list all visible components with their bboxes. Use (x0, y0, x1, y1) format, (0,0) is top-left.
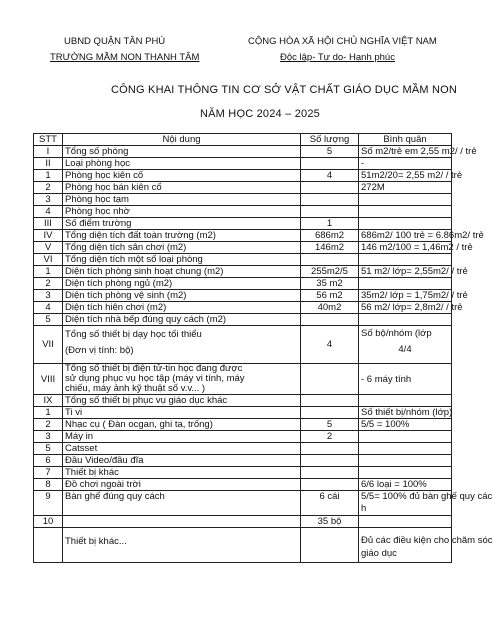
content-line: (Đơn vị tính: bộ) (65, 345, 134, 356)
stt-cell: V (34, 242, 63, 254)
table-row (34, 491, 452, 516)
quantity-cell: 1 (301, 218, 359, 230)
stt-cell: 5 (34, 443, 63, 455)
average-cell: 146 m2/100 = 1,46m2 / trẻ (359, 242, 452, 254)
content-cell: Diện tích phòng vệ sinh (m2) (63, 290, 301, 302)
quantity-cell (301, 455, 359, 467)
stt-cell: VI (34, 254, 63, 266)
average-cell: Số thiết bị/nhóm (lớp) (359, 407, 452, 419)
table-header-row (34, 134, 452, 146)
table-row (34, 431, 452, 443)
average-cell (359, 528, 492, 563)
average-line: h (361, 503, 367, 514)
average-cell (359, 431, 452, 443)
table-row (34, 407, 452, 419)
stt-cell (34, 528, 63, 563)
content-cell: Phòng học nhờ (63, 206, 301, 218)
table-row (34, 528, 452, 563)
table-row (34, 242, 452, 254)
table-row (34, 516, 452, 528)
table-row (34, 218, 452, 230)
content-cell: Phòng học bán kiên cố (63, 182, 301, 194)
content-cell: Đồ chơi ngoài trời (63, 479, 301, 491)
content-cell: Thiết bị khác (63, 467, 301, 479)
average-cell (359, 455, 452, 467)
content-line: Tổng số thiết bị điện tử-tin học đang được (65, 363, 243, 374)
quantity-cell: 56 m2 (301, 290, 359, 302)
average-cell: 56 m2/ lớp= 2,8m2/ / trẻ (359, 302, 452, 314)
table-row (34, 254, 452, 266)
table-row (34, 146, 452, 158)
quantity-cell: 6 cái (301, 491, 359, 516)
content-cell: Đầu Video/đầu đĩa (63, 455, 301, 467)
table-row (34, 364, 452, 395)
content-cell: Loại phòng học (63, 158, 301, 170)
stt-cell: 2 (34, 182, 63, 194)
quantity-cell: 686m2 (301, 230, 359, 242)
average-cell (359, 254, 452, 266)
school-name: TRƯỜNG MẦM NON THANH TÂM (50, 52, 200, 63)
average-line: Số bộ/nhóm (lớp (361, 328, 432, 339)
content-cell: Catsset (63, 443, 301, 455)
table-row (34, 158, 452, 170)
content-cell (63, 364, 301, 395)
stt-cell: IX (34, 395, 63, 407)
table-row (34, 182, 452, 194)
average-cell (359, 314, 452, 326)
quantity-cell: 255m2/5 (301, 266, 359, 278)
average-cell: 6/6 loại = 100% (359, 479, 452, 491)
stt-cell: 1 (34, 407, 63, 419)
table-row (34, 314, 452, 326)
content-cell: Diện tích hiên chơi (m2) (63, 302, 301, 314)
content-cell: Ti vi (63, 407, 301, 419)
quantity-cell: 5 (301, 419, 359, 431)
table-row (34, 266, 452, 278)
table-row (34, 455, 452, 467)
content-cell: Bàn ghế đúng quy cách (63, 491, 301, 516)
quantity-cell (301, 364, 359, 395)
content-cell: Máy in (63, 431, 301, 443)
content-cell: Diện tích phòng ngủ (m2) (63, 278, 301, 290)
stt-cell: 5 (34, 314, 63, 326)
stt-cell: 4 (34, 206, 63, 218)
average-cell: Số m2/trẻ em 2,55 m2/ / trẻ (359, 146, 452, 158)
average-cell (359, 491, 492, 516)
stt-cell: 2 (34, 278, 63, 290)
average-cell (359, 278, 452, 290)
table-row (34, 395, 452, 407)
table-row (34, 479, 452, 491)
table-row (34, 302, 452, 314)
quantity-cell (301, 194, 359, 206)
average-cell: 51 m2/ lớp= 2,55m2/ / trẻ (359, 266, 452, 278)
stt-cell: VIII (34, 364, 63, 395)
quantity-cell (301, 182, 359, 194)
quantity-cell: 5 (301, 146, 359, 158)
quantity-cell (301, 479, 359, 491)
content-cell: Số điểm trường (63, 218, 301, 230)
average-line: giáo dục (361, 548, 397, 559)
quantity-cell: 4 (301, 326, 359, 364)
stt-cell: 3 (34, 290, 63, 302)
content-cell: Tổng diện tích sân chơi (m2) (63, 242, 301, 254)
content-line: chiếu, máy ảnh kỹ thuật số v.v... ) (65, 383, 206, 394)
average-cell: 272M (359, 182, 452, 194)
average-cell (359, 516, 452, 528)
quantity-cell (301, 314, 359, 326)
average-cell (359, 218, 452, 230)
table-row (34, 194, 452, 206)
quantity-cell (301, 158, 359, 170)
content-cell (63, 516, 301, 528)
stt-cell: 6 (34, 455, 63, 467)
average-cell (359, 443, 452, 455)
content-cell: Tổng số thiết bị phục vụ giáo dục khác (63, 395, 301, 407)
stt-cell: 3 (34, 194, 63, 206)
stt-cell: 4 (34, 302, 63, 314)
stt-cell: I (34, 146, 63, 158)
table-row (34, 467, 452, 479)
column-header-average: Bình quân (359, 134, 452, 146)
content-cell: Tổng diện tích một số loại phòng (63, 254, 301, 266)
quantity-cell: 4 (301, 170, 359, 182)
quantity-cell: 146m2 (301, 242, 359, 254)
average-line: Đủ các điều kiện cho chăm sóc (361, 535, 492, 546)
quantity-cell: 40m2 (301, 302, 359, 314)
content-cell: Thiết bị khác... (63, 528, 301, 563)
average-cell (359, 326, 452, 364)
stt-cell: II (34, 158, 63, 170)
content-cell: Diện tích phòng sinh hoạt chung (m2) (63, 266, 301, 278)
average-cell (359, 467, 452, 479)
table-row (34, 326, 452, 364)
average-cell: - (359, 158, 452, 170)
quantity-cell (301, 254, 359, 266)
quantity-cell: 2 (301, 431, 359, 443)
country-name: CỘNG HÒA XÃ HỘI CHỦ NGHĨA VIỆT NAM (248, 36, 437, 47)
average-line: 5/5= 100% đủ bàn ghế quy các (361, 491, 492, 502)
table-row (34, 170, 452, 182)
district-name: UBND QUẬN TÂN PHÚ (64, 36, 166, 47)
content-cell: Tổng số phòng (63, 146, 301, 158)
motto: Độc lập- Tự do- Hạnh phúc (280, 52, 395, 63)
content-cell: Nhạc cụ ( Đàn ocgan, ghi ta, trống) (63, 419, 301, 431)
average-line: 4/4 (398, 344, 412, 355)
content-cell (63, 326, 301, 364)
content-cell: Phòng học tạm (63, 194, 301, 206)
column-header-content: Nội dung (63, 134, 301, 146)
document-subtitle: NĂM HỌC 2024 – 2025 (200, 108, 320, 120)
quantity-cell (301, 443, 359, 455)
average-cell: 35m2/ lớp = 1,75m2/ / trẻ (359, 290, 452, 302)
stt-cell: III (34, 218, 63, 230)
table-row (34, 443, 452, 455)
table-row (34, 206, 452, 218)
content-line: Tổng số thiết bị dạy học tối thiểu (65, 329, 202, 340)
average-cell: - 6 máy tính (359, 364, 452, 395)
quantity-cell (301, 407, 359, 419)
average-cell (359, 206, 452, 218)
stt-cell: 3 (34, 431, 63, 443)
stt-cell: 2 (34, 419, 63, 431)
stt-cell: IV (34, 230, 63, 242)
facility-table (33, 133, 492, 563)
document-title: CÔNG KHAI THÔNG TIN CƠ SỞ VẬT CHẤT GIÁO DỤC MẦM NON (111, 84, 458, 96)
stt-cell: 7 (34, 467, 63, 479)
quantity-cell (301, 206, 359, 218)
table-row (34, 419, 452, 431)
content-cell: Tổng diện tích đất toàn trường (m2) (63, 230, 301, 242)
stt-cell: 1 (34, 266, 63, 278)
average-cell (359, 395, 452, 407)
table-row (34, 290, 452, 302)
quantity-cell: 35 bộ (301, 516, 359, 528)
stt-cell: 9 (34, 491, 63, 516)
column-header-quantity: Số lượng (301, 134, 359, 146)
quantity-cell (301, 467, 359, 479)
quantity-cell (301, 395, 359, 407)
stt-cell: VII (34, 326, 63, 364)
average-cell: 51m2/20= 2,55 m2/ / trẻ (359, 170, 452, 182)
stt-cell: 1 (34, 170, 63, 182)
content-cell: Phòng học kiên cố (63, 170, 301, 182)
stt-cell: 8 (34, 479, 63, 491)
quantity-cell: 35 m2 (301, 278, 359, 290)
average-cell: 686m2/ 100 trẻ = 6.86m2/ trẻ (359, 230, 452, 242)
average-cell: 5/5 = 100% (359, 419, 452, 431)
column-header-stt: STT (34, 134, 63, 146)
content-line: sử dụng phục vụ học tập (máy vi tính, máy (65, 373, 245, 384)
content-cell: Diện tích nhà bếp đúng quy cách (m2) (63, 314, 301, 326)
stt-cell: 10 (34, 516, 63, 528)
table-row (34, 278, 452, 290)
quantity-cell (301, 528, 359, 563)
table-row (34, 230, 452, 242)
average-cell (359, 194, 452, 206)
